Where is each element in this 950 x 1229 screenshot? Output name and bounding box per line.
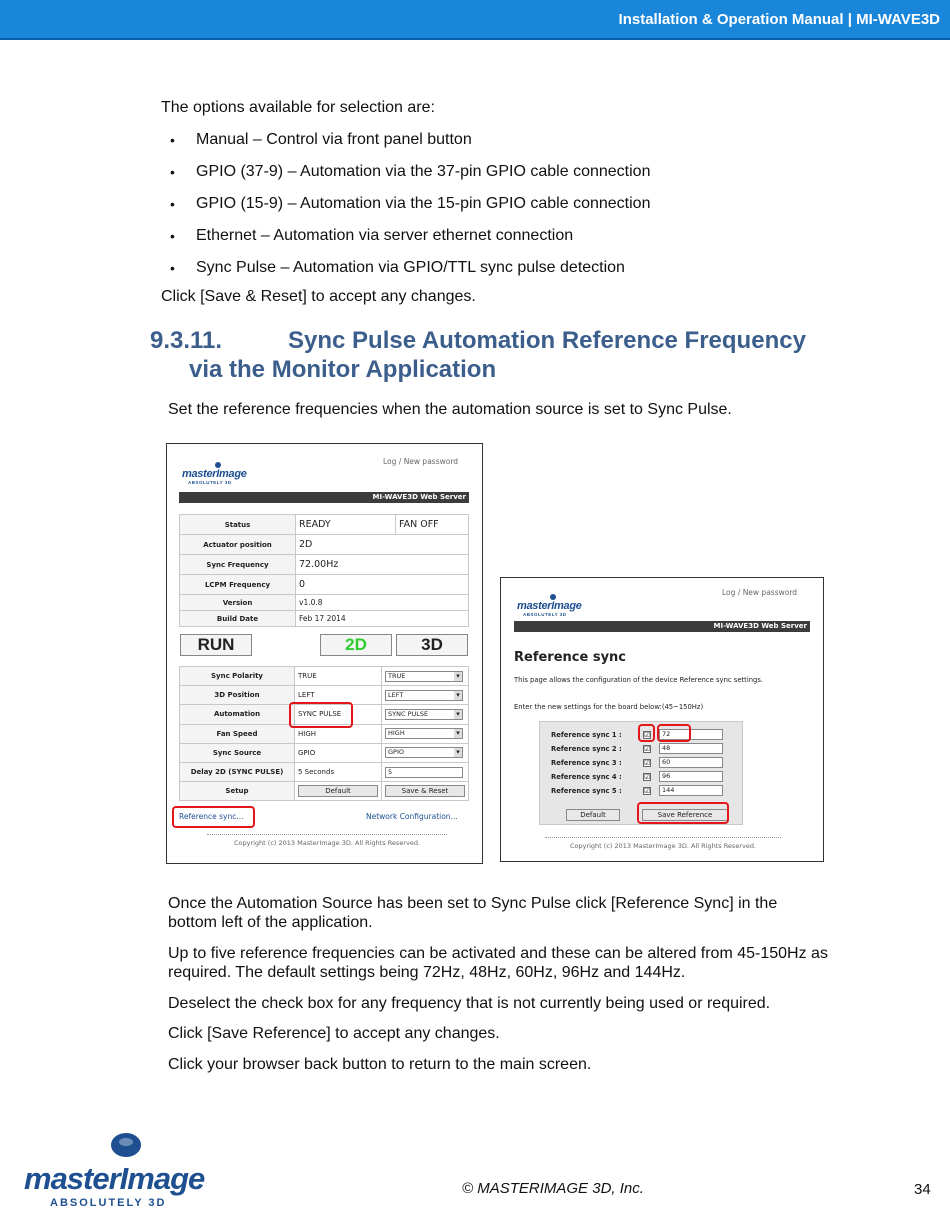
- server-bar: MI-WAVE3D Web Server: [514, 621, 810, 632]
- list-item: • Sync Pulse – Automation via GPIO/TTL sync pulse detection: [170, 258, 650, 290]
- save-instruction: Click [Save & Reset] to accept any changes.: [161, 288, 476, 305]
- run-button[interactable]: RUN: [180, 634, 252, 656]
- paragraph: Click [Save Reference] to accept any changes.: [168, 1025, 500, 1042]
- table-row: Sync Source GPIO GPIO ▾: [180, 743, 469, 762]
- footer-logo-tagline: ABSOLUTELY 3D: [50, 1197, 167, 1209]
- table-row: Actuator position 2D: [180, 535, 469, 555]
- footer-copyright: © MASTERIMAGE 3D, Inc.: [462, 1180, 644, 1197]
- reference-sync-link[interactable]: Reference sync...: [179, 812, 244, 821]
- network-config-link[interactable]: Network Configuration...: [366, 812, 458, 821]
- table-row: Version v1.0.8: [180, 595, 469, 611]
- status-table: [179, 514, 469, 627]
- automation-select[interactable]: SYNC PULSE ▾: [385, 709, 463, 720]
- main-screen-screenshot: [166, 443, 483, 864]
- default-button[interactable]: Default: [298, 785, 378, 797]
- paragraph: Up to five reference frequencies can be activated and these can be altered from 45-150Hz as required. The default settings being 72Hz, 48Hz, 60Hz, 96Hz and 144Hz.: [168, 945, 828, 981]
- reference-checkbox[interactable]: ☑: [644, 745, 651, 753]
- table-row: Fan Speed HIGH HIGH ▾: [180, 724, 469, 743]
- sync-source-select[interactable]: GPIO ▾: [385, 747, 463, 758]
- save-reference-button[interactable]: Save Reference: [642, 809, 728, 821]
- options-list: [170, 130, 650, 290]
- checkbox-highlight: [638, 724, 655, 742]
- table-row: Sync Frequency 72.00Hz: [180, 555, 469, 575]
- set-reference-text: Set the reference frequencies when the automation source is set to Sync Pulse.: [168, 401, 732, 418]
- reference-row: Reference sync 3 : ☑ 60: [551, 757, 622, 769]
- list-item: • GPIO (15-9) – Automation via the 15-pin GPIO cable connection: [170, 194, 650, 226]
- table-row: Delay 2D (SYNC PULSE) 5 Seconds 5: [180, 762, 469, 781]
- section-title-line2: via the Monitor Application: [189, 356, 497, 383]
- reference-row: Reference sync 4 : ☑ 96: [551, 771, 622, 783]
- delay-input[interactable]: 5: [385, 767, 463, 778]
- paragraph: Click your browser back button to return to the main screen.: [168, 1056, 592, 1073]
- input-highlight: [657, 724, 691, 742]
- paragraph: Once the Automation Source has been set to Sync Pulse click [Reference Sync] in the bottom left of the application.: [168, 895, 778, 931]
- 3d-position-select[interactable]: LEFT ▾: [385, 690, 463, 701]
- reference-sync-highlight: [172, 806, 255, 828]
- table-row: Build Date Feb 17 2014: [180, 611, 469, 627]
- list-item: • Manual – Control via front panel button: [170, 130, 650, 162]
- 3d-button[interactable]: 3D: [396, 634, 468, 656]
- paragraph: Deselect the check box for any frequency that is not currently being used or required.: [168, 995, 771, 1012]
- reference-checkbox[interactable]: ☑: [644, 773, 651, 781]
- automation-highlight: [289, 702, 353, 728]
- section-heading: [150, 326, 806, 384]
- table-row: Sync Polarity TRUE TRUE ▾: [180, 667, 469, 686]
- reference-sync-description: This page allows the configuration of the device Reference sync settings.: [514, 676, 764, 684]
- logo-ball-icon: [111, 1133, 141, 1157]
- reference-sync-instruction: Enter the new settings for the board below:(45~150Hz): [514, 703, 704, 711]
- table-row: Status READY FAN OFF: [180, 515, 469, 535]
- screenshot-copyright: Copyright (c) 2013 MasterImage 3D. All Rights Reserved.: [545, 837, 781, 850]
- screenshot-copyright: Copyright (c) 2013 MasterImage 3D. All Rights Reserved.: [207, 834, 447, 847]
- list-item: • Ethernet – Automation via server ethernet connection: [170, 226, 650, 258]
- reference-checkbox[interactable]: ☑: [644, 731, 651, 739]
- login-links[interactable]: Log / New password: [383, 457, 459, 466]
- reference-input[interactable]: 72: [659, 729, 723, 740]
- save-reference-highlight: [637, 802, 729, 824]
- masterimage-logo: masterImage ABSOLUTELY 3D: [182, 468, 247, 485]
- reference-sync-screenshot: [500, 577, 824, 862]
- reference-input[interactable]: 144: [659, 785, 723, 796]
- reference-row: Reference sync 5 : ☑ 144: [551, 785, 622, 797]
- section-number: 9.3.11.: [150, 327, 223, 354]
- server-bar: MI-WAVE3D Web Server: [179, 492, 469, 503]
- table-row: LCPM Frequency 0: [180, 575, 469, 595]
- 2d-button[interactable]: 2D: [320, 634, 392, 656]
- reference-input[interactable]: 60: [659, 757, 723, 768]
- reference-row: Reference sync 1 : ☑ 72: [551, 729, 622, 741]
- header-bar: [0, 0, 950, 40]
- footer-logo: [24, 1133, 205, 1209]
- page-number: 34: [914, 1181, 931, 1198]
- reference-sync-heading: Reference sync: [514, 650, 627, 665]
- sync-polarity-select[interactable]: TRUE ▾: [385, 671, 463, 682]
- section-title-line1: Sync Pulse Automation Reference Frequency: [288, 327, 806, 354]
- table-row: 3D Position LEFT LEFT ▾: [180, 686, 469, 705]
- footer-logo-word: masterImage: [24, 1161, 205, 1196]
- reference-checkbox[interactable]: ☑: [644, 759, 651, 767]
- save-reset-button[interactable]: Save & Reset: [385, 785, 465, 797]
- reference-input[interactable]: 96: [659, 771, 723, 782]
- fan-speed-select[interactable]: HIGH ▾: [385, 728, 463, 739]
- header-title: Installation & Operation Manual | MI-WAVE3D: [618, 11, 940, 28]
- config-table: [179, 666, 469, 801]
- reference-input[interactable]: 48: [659, 743, 723, 754]
- table-row: Automation SYNC PULSE SYNC PULSE ▾: [180, 705, 469, 724]
- reference-checkbox[interactable]: ☑: [644, 787, 651, 795]
- masterimage-logo: masterImage ABSOLUTELY 3D: [517, 600, 582, 617]
- login-links[interactable]: Log / New password: [722, 588, 798, 597]
- reference-row: Reference sync 2 : ☑ 48: [551, 743, 622, 755]
- intro-text: The options available for selection are:: [161, 99, 435, 116]
- list-item: • GPIO (37-9) – Automation via the 37-pin GPIO cable connection: [170, 162, 650, 194]
- table-row: Setup Default Save & Reset: [180, 782, 469, 801]
- default-button[interactable]: Default: [566, 809, 620, 821]
